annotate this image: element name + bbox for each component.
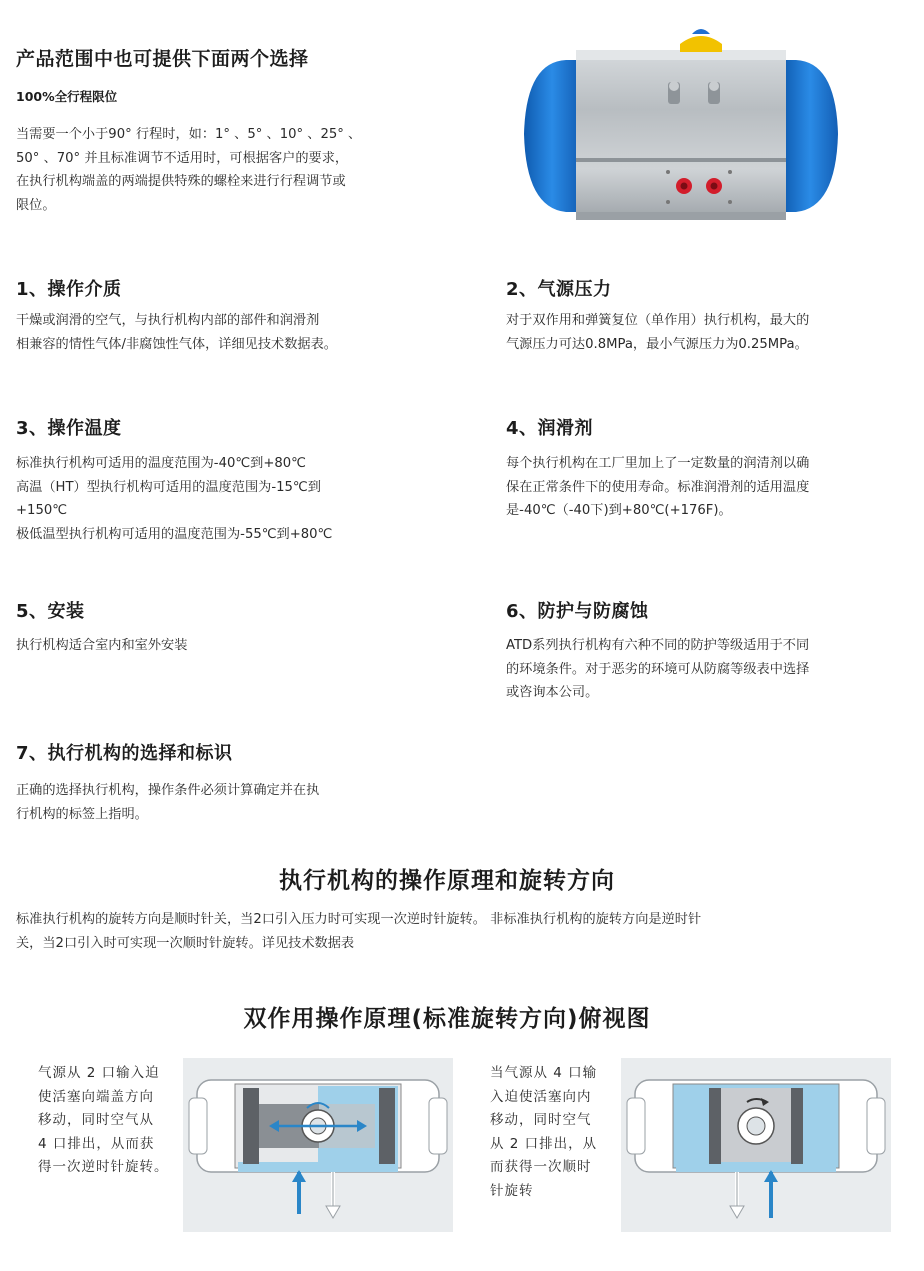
principle-text (16, 908, 701, 955)
caption-line: 移动，同时空气 (490, 1112, 592, 1128)
section-body (16, 309, 337, 356)
right-diagram-caption (490, 1062, 597, 1203)
caption-line: 4 口排出，从而获 (38, 1135, 155, 1152)
actuator-product-image (518, 22, 848, 227)
left-rotation-diagram (183, 1058, 453, 1232)
section-line: 或咨询本公司。 (506, 685, 599, 700)
section-line: +150℃ (16, 503, 68, 518)
principle-line: 标准执行机构的旋转方向是顺时针关，当2口引入压力时可实现一次逆时针旋转。 非标准执行机构的旋转方向是逆时针 (16, 912, 702, 927)
section-line: 每个执行机构在工厂里加上了一定数量的润清剂以确 (506, 456, 810, 471)
section-body (16, 452, 332, 546)
section-line: 是-40℃（-40下)到+80℃(+176F)。 (506, 503, 732, 518)
section-body (16, 634, 187, 658)
intro-line: 在执行机构端盖的两端提供特殊的螺栓来进行行程调节或 (16, 174, 346, 189)
section-line: 气源压力可达0.8MPa，最小气源压力为0.25MPa。 (506, 336, 808, 352)
section-line: 标准执行机构可适用的温度范围为-40℃到+80℃ (16, 456, 306, 471)
section-line: 正确的选择执行机构，操作条件必须计算确定并在执 (16, 783, 320, 798)
caption-line: 从 2 口排出，从 (490, 1135, 598, 1152)
section-title: 5、安装 (16, 601, 85, 622)
section-line: 的环境条件。对于恶劣的环境可从防腐等级表中选择 (506, 661, 810, 677)
section-body (506, 452, 809, 523)
principle-title: 执行机构的操作原理和旋转方向 (279, 868, 615, 894)
intro-line: 当需要一个小于90° 行程时，如：1° 、5° 、10° 、25° 、 (16, 127, 362, 142)
section-body (16, 779, 319, 826)
left-diagram-caption (38, 1062, 169, 1180)
section-title: 1、操作介质 (16, 279, 122, 300)
section-body (506, 634, 809, 705)
section-body (506, 309, 809, 356)
section-line: 相兼容的情性气体/非腐蚀性气体，详细见技术数据表。 (16, 336, 337, 352)
caption-line: 移动，同时空气从 (38, 1112, 154, 1128)
intro-line: 50° 、70° 并且标准调节不适用时，可根据客户的要求， (16, 150, 349, 166)
caption-line: 当气源从 4 口输 (490, 1065, 598, 1081)
section-line: 干燥或润滑的空气，与执行机构内部的部件和润滑剂 (16, 313, 320, 328)
caption-line: 使活塞向端盖方向 (38, 1088, 154, 1105)
section-line: 高温（HT）型执行机构可适用的温度范围为-15℃到 (16, 479, 321, 495)
section-line: 行机构的标签上指明。 (16, 806, 148, 822)
section-title: 3、操作温度 (16, 418, 122, 439)
section-line: 对于双作用和弹簧复位（单作用）执行机构，最大的 (506, 313, 810, 328)
section-line: ATD系列执行机构有六种不同的防护等级适用于不同 (506, 638, 810, 653)
caption-line: 得一次逆时针旋转。 (38, 1159, 169, 1175)
right-rotation-diagram (621, 1058, 891, 1232)
section-title: 4、润滑剂 (506, 418, 594, 439)
section-title: 6、防护与防腐蚀 (506, 601, 649, 622)
section-title: 2、气源压力 (506, 279, 612, 300)
intro-text (16, 123, 361, 217)
caption-line: 入迫使活塞向内 (490, 1088, 592, 1105)
caption-line: 气源从 2 口输入迫 (38, 1065, 160, 1081)
caption-line: 针旋转 (490, 1182, 534, 1199)
intro-subtitle: 100%全行程限位 (16, 89, 118, 104)
principle-line: 关，当2口引入时可实现一次顺时针旋转。详见技术数据表 (16, 935, 355, 951)
intro-title: 产品范围中也可提供下面两个选择 (16, 48, 309, 70)
section-line: 保在正常条件下的使用寿命。标准润滑剂的适用温度 (506, 479, 810, 495)
double-acting-title: 双作用操作原理(标准旋转方向)俯视图 (243, 1006, 651, 1032)
intro-line: 限位。 (16, 197, 56, 213)
section-line: 执行机构适合室内和室外安装 (16, 638, 188, 653)
section-title: 7、执行机构的选择和标识 (16, 743, 233, 764)
section-line: 极低温型执行机构可适用的温度范围为-55℃到+80℃ (16, 526, 333, 542)
caption-line: 而获得一次顺时 (490, 1159, 592, 1175)
